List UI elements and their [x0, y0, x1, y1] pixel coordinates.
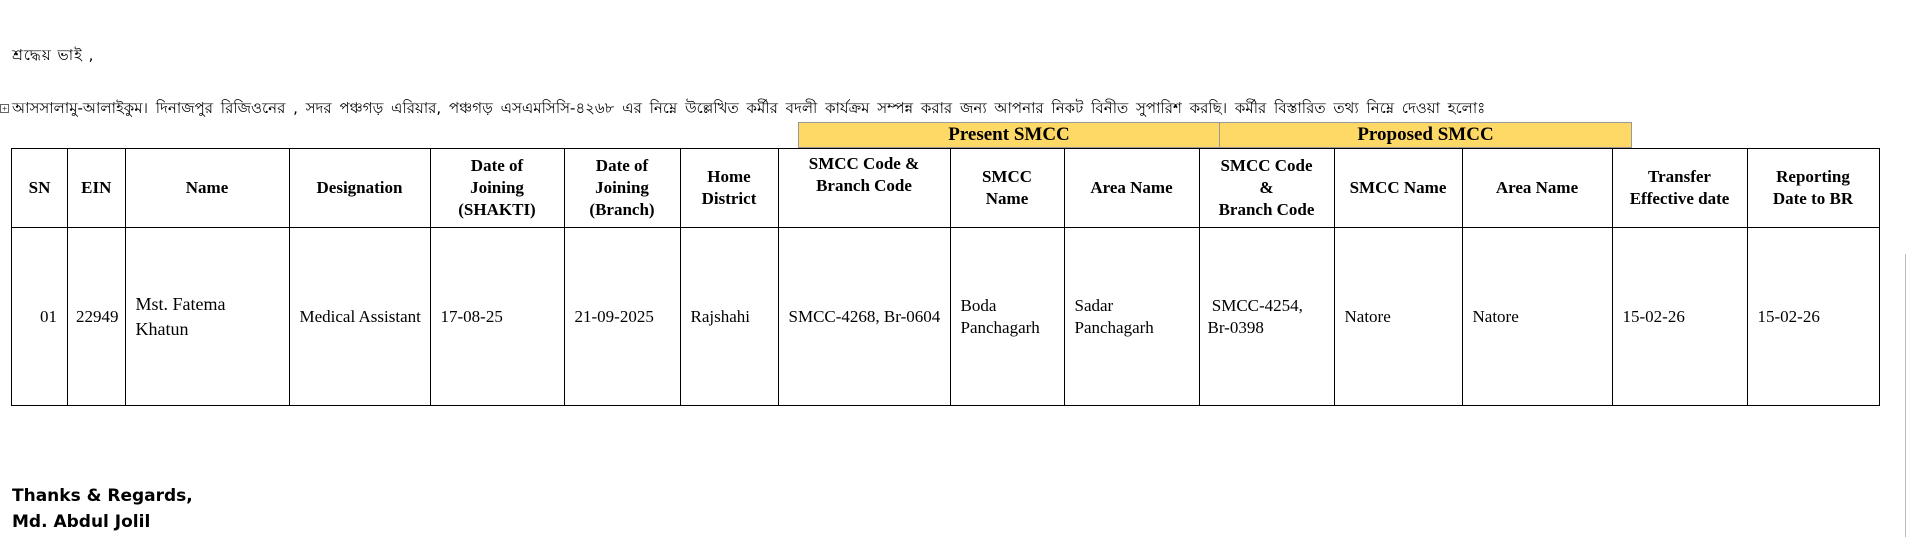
cell-designation: Medical Assistant — [289, 228, 430, 406]
header-present-code: SMCC Code & Branch Code — [778, 149, 950, 228]
cell-proposed-smcc-name: Natore — [1334, 228, 1462, 406]
header-joining-branch: Date of Joining (Branch) — [564, 149, 680, 228]
header-present-area: Area Name — [1064, 149, 1199, 228]
cell-transfer-date: 15-02-26 — [1612, 228, 1747, 406]
cell-reporting-date: 15-02-26 — [1747, 228, 1879, 406]
cell-present-code: SMCC-4268, Br-0604 — [778, 228, 950, 406]
header-row — [12, 149, 1880, 228]
cell-joining-shakti: 17-08-25 — [430, 228, 564, 406]
signature-thanks: Thanks & Regards, — [12, 486, 193, 506]
table-move-handle-icon[interactable]: + — [0, 104, 9, 113]
cell-ein: 22949 — [68, 228, 126, 406]
header-joining-shakti: Date of Joining (SHAKTI) — [430, 149, 564, 228]
cell-present-area: Sadar Panchagarh — [1064, 228, 1199, 406]
present-smcc-group-header: Present SMCC — [798, 122, 1220, 148]
signature-name: Md. Abdul Jolil — [12, 512, 151, 532]
cell-proposed-area: Natore — [1462, 228, 1612, 406]
cell-present-smcc-name: Boda Panchagarh — [950, 228, 1064, 406]
header-transfer-date: Transfer Effective date — [1612, 149, 1747, 228]
header-sn: SN — [12, 149, 68, 228]
cell-name: Mst. Fatema Khatun — [125, 228, 289, 406]
header-ein: EIN — [68, 149, 126, 228]
page-edge-divider — [1905, 254, 1906, 537]
cell-proposed-code: SMCC-4254, Br-0398 — [1199, 228, 1334, 406]
header-proposed-code: SMCC Code & Branch Code — [1199, 149, 1334, 228]
header-designation: Designation — [289, 149, 430, 228]
cell-sn: 01 — [12, 228, 68, 406]
proposed-smcc-group-header: Proposed SMCC — [1219, 122, 1632, 148]
header-name: Name — [125, 149, 289, 228]
header-proposed-area: Area Name — [1462, 149, 1612, 228]
cell-joining-branch: 21-09-2025 — [564, 228, 680, 406]
intro-paragraph: আসসালামু-আলাইকুম। দিনাজপুর রিজিওনের , সদর পঞ্চগড় এরিয়ার, পঞ্চগড় এসএমসিসি-৪২৬৮ এর নিম্নে উল্লেখিত কর্মীর বদলী কার্যক্রম সম্পন্ন করার জন্য আপনার নিকট বিনীত সুপারিশ করছি। কর্মীর বিস্তারিত তথ্য নিম্নে দেওয়া হলোঃ — [12, 99, 1486, 117]
header-home-district: Home District — [680, 149, 778, 228]
cell-home-district: Rajshahi — [680, 228, 778, 406]
header-present-smcc-name: SMCC Name — [950, 149, 1064, 228]
greeting: শ্রদ্ধেয় ভাই , — [12, 46, 95, 64]
header-proposed-smcc-name: SMCC Name — [1334, 149, 1462, 228]
header-reporting-date: Reporting Date to BR — [1747, 149, 1879, 228]
transfer-table — [11, 148, 1880, 406]
table-row — [12, 228, 1880, 406]
